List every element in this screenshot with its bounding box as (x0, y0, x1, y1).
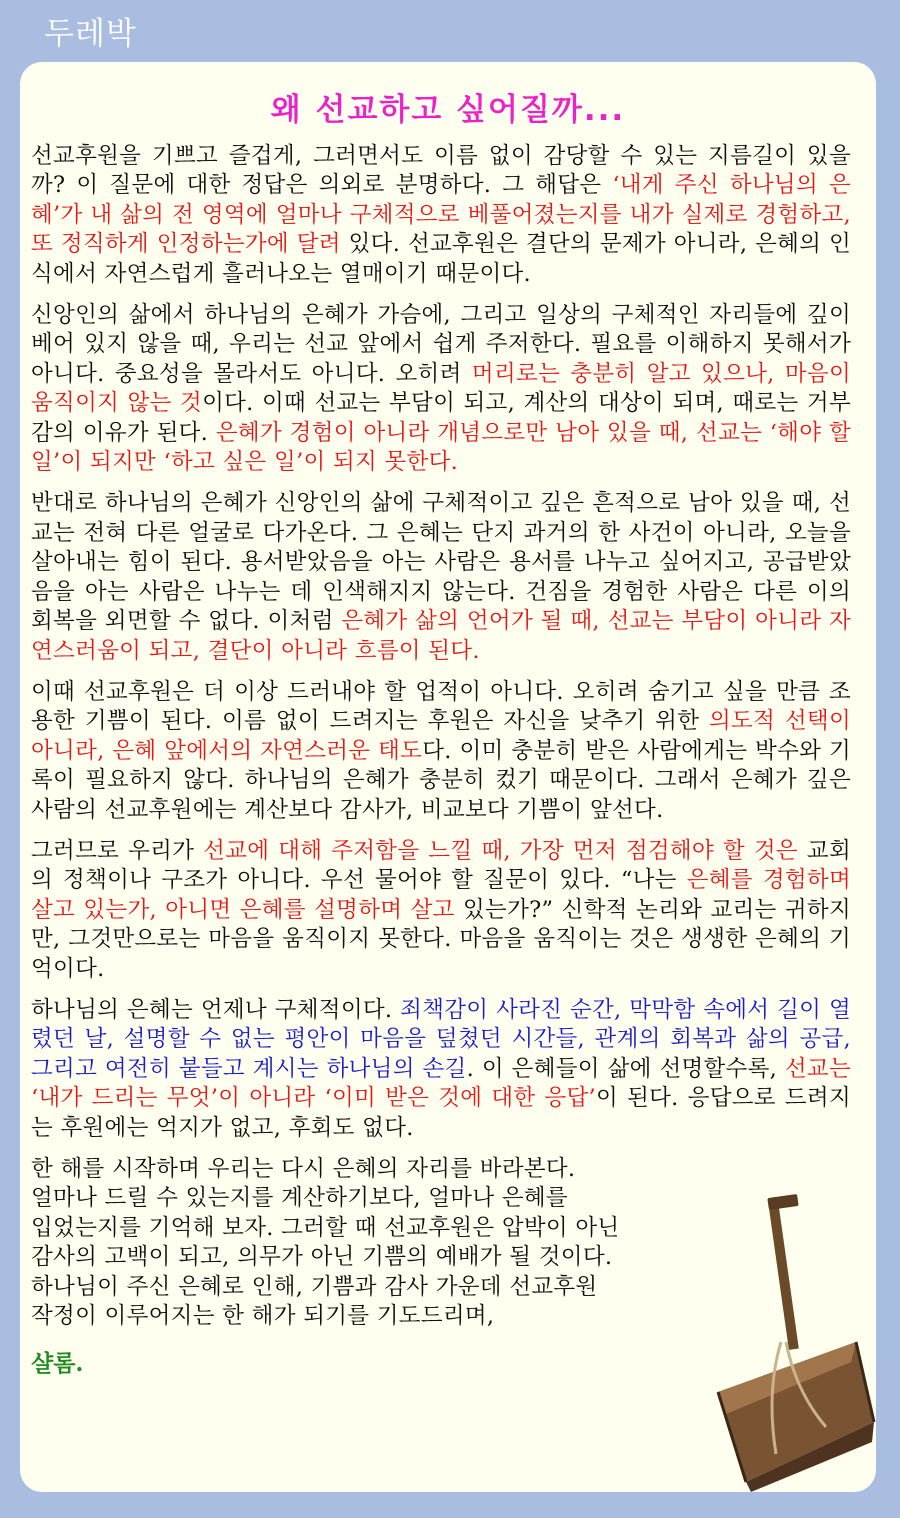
body-text: 교회의 정책이나 구조가 아니다. 우선 물어야 할 질문이 있다. “나는 (31, 837, 852, 894)
emphasis-text: ‘내게 주신 하나님의 은혜’가 내 삶의 전 영역에 얼마나 구체적으로 베풀어졌는지를 내가 실제로 경험하고, 또 정직하게 인정하는가에 달려 (31, 172, 851, 258)
paragraph (31, 301, 851, 477)
body-text: 그러므로 우리가 (31, 837, 204, 864)
paragraph (31, 142, 851, 289)
emphasis-text: 선교에 대해 주저함을 느낄 때, 가장 먼저 점검해야 할 것은 (203, 837, 798, 864)
emphasis-text: 은혜를 경험하며 살고 있는가, 아니면 은혜를 설명하며 살고 (31, 867, 851, 923)
body-text: 있는가?” 신학적 논리와 교리는 귀하지만, 그것만으로는 마음을 움직이지 못한다. 마음을 움직이는 것은 생생한 은혜의 기억이다. (31, 896, 852, 982)
body-text: 하나님의 은혜는 언제나 구체적이다. (31, 996, 401, 1023)
closing-paragraph (31, 1155, 721, 1331)
closing-line: 한 해를 시작하며 우리는 다시 은혜의 자리를 바라본다. (31, 1156, 576, 1182)
blue-emphasis-text: 죄책감이 사라진 순간, 막막함 속에서 길이 열렸던 날, 설명할 수 없는 평안이 마음을 덮쳤던 시간들, 관계의 회복과 삶의 공급, 그리고 여전히 붙들고 계시는 하나님의 손길 (31, 996, 851, 1082)
brand-title: 두레박 (44, 16, 137, 52)
emphasis-text: 은혜가 경험이 아니라 개념으로만 남아 있을 때, 선교는 ‘해야 할 일’이 되지만 ‘하고 싶은 일’이 되지 못한다. (31, 419, 851, 476)
body-text: 이다. 이때 선교는 부담이 되고, 계산의 대상이 되며, 때로는 거부감의 이유가 된다. (31, 390, 851, 446)
emphasis-text: 선교는 ‘내가 드리는 무엇’이 아니라 ‘이미 받은 것에 대한 응답’ (31, 1055, 851, 1112)
closing-line: 하나님이 주신 은혜로 인해, 기쁨과 감사 가운데 선교후원 (31, 1273, 598, 1300)
body-text: 반대로 하나님의 은혜가 신앙인의 삶에 구체적이고 깊은 흔적으로 남아 있을 때, 선교는 전혀 다른 얼굴로 다가온다. 그 은혜는 단지 과거의 한 사건이 아니라, 오늘을 살아내는 힘이 된다. 용서받았음을 아는 사람은 용서를 나누고 싶어지고, 공급받았음을 아는 사람은 나누는 데 인색해지지 않는다. 건짐을 경험한 사람은 다른 이의 회복을 외면할 수 없다. 이처럼 (31, 490, 851, 635)
closing-line: 얼마나 드릴 수 있는지를 계산하기보다, 얼마나 은혜를 (31, 1185, 568, 1212)
body-text: 신앙인의 삶에서 하나님의 은혜가 가슴에, 그리고 일상의 구체적인 자리들에 깊이 베어 있지 않을 때, 우리는 선교 앞에서 쉽게 주저한다. 필요를 이해하지 못해서가 아니다. 중요성을 몰라서도 아니다. 오히려 (31, 302, 851, 387)
body-text: 있다. 선교후원은 결단의 문제가 아니라, 은혜의 인식에서 자연스럽게 흘러나오는 열매이기 때문이다. (31, 231, 851, 287)
paragraph (31, 489, 851, 665)
body-text: 다. 이미 충분히 받은 사람에게는 박수와 기록이 필요하지 않다. 하나님의 은혜가 충분히 컸기 때문이다. 그래서 은혜가 깊은 사람의 선교후원에는 계산보다 감사가, 비교보다 기쁨이 앞선다. (31, 737, 851, 823)
paragraph (31, 996, 851, 1143)
article-title: 왜 선교하고 싶어질까... (270, 92, 626, 128)
closing-line: 감사의 고백이 되고, 의무가 아닌 기쁨의 예배가 될 것이다. (31, 1244, 613, 1271)
closing-line: 입었는지를 기억해 보자. 그러할 때 선교후원은 압박이 아닌 (31, 1214, 620, 1241)
emphasis-text: 은혜가 삶의 언어가 될 때, 선교는 부담이 아니라 자연스러움이 되고, 결단이 아니라 흐름이 된다. (31, 608, 851, 664)
emphasis-text: 의도적 선택이 아니라, 은혜 앞에서의 자연스러운 태도 (31, 708, 851, 764)
signature: 샬롬. (31, 1350, 84, 1378)
paragraph (31, 678, 851, 825)
body-text: 선교후원을 기쁘고 즐겁게, 그러면서도 이름 없이 감당할 수 있는 지름길이 있을까? 이 질문에 대한 정답은 의외로 분명하다. 그 해답은 (31, 143, 851, 199)
body-text: 이 된다. 응답으로 드려지는 후원에는 억지가 없고, 후회도 없다. (31, 1085, 851, 1141)
paragraph (31, 837, 851, 984)
body-text: 이때 선교후원은 더 이상 드러내야 할 업적이 아니다. 오히려 숨기고 싶을 만큼 조용한 기쁨이 된다. 이름 없이 드려지는 후원은 자신을 낮추기 위한 (31, 678, 851, 735)
body-text: . 이 은혜들이 삶에 선명할수록, (466, 1055, 785, 1082)
closing-line: 작정이 이루어지는 한 해가 되기를 기도드리며, (31, 1303, 495, 1330)
wooden-well-bucket-icon (706, 1192, 876, 1492)
article-card (20, 62, 876, 1492)
emphasis-text: 머리로는 충분히 알고 있으나, 마음이 움직이지 않는 것 (31, 360, 851, 417)
